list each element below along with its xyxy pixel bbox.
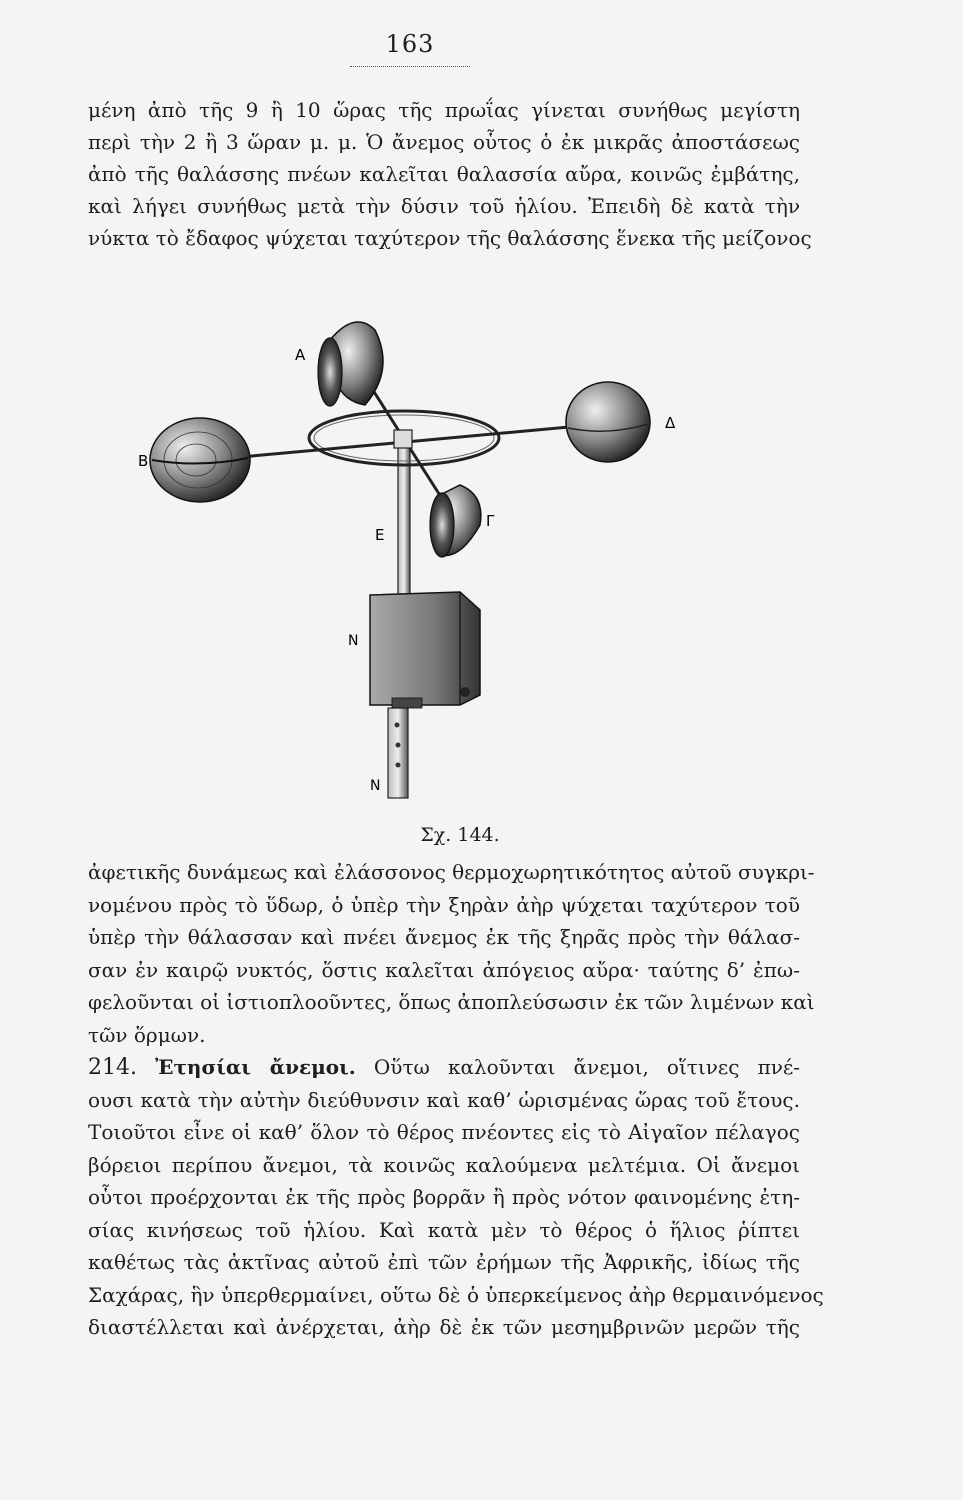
text-line: φελοῦνται οἱ ἱστιοπλοοῦντες, ὅπως ἀποπλεύσωσιν ἐκ τῶν λιμένων καὶ: [88, 990, 815, 1014]
text-line: νομένου πρὸς τὸ ὕδωρ, ὁ ὑπὲρ τὴν ξηρὰν ἀὴρ ψύχεται ταχύτερον τοῦ: [88, 892, 800, 917]
anemometer-figure: [130, 300, 730, 810]
text-line: οὗτοι προέρχονται ἐκ τῆς πρὸς βορρᾶν ἢ πρὸς νότον φαινομένης ἐτη-: [88, 1185, 800, 1209]
section-title: Ἐτησίαι ἄνεμοι.: [155, 1055, 356, 1079]
figure-caption: Σχ. 144.: [420, 824, 500, 846]
text-line: σαν ἐν καιρῷ νυκτός, ὅστις καλεῖται ἀπόγειος αὔρα· ταύτης δ’ ἐπω-: [88, 957, 800, 982]
text-line: ἀπὸ τῆς θαλάσσης πνέων καλεῖται θαλασσία αὔρα, κοινῶς ἐμβάτης,: [88, 162, 800, 186]
paragraph-top: [88, 94, 812, 254]
text-line: σίας κινήσεως τοῦ ἡλίου. Καὶ κατὰ μὲν τὸ θέρος ὁ ἥλιος ῥίπτει: [88, 1217, 800, 1242]
text-line: Σαχάρας, ἣν ὑπερθερμαίνει, οὕτω δὲ ὁ ὑπερκείμενος ἀὴρ θερμαινόμενος: [88, 1282, 824, 1307]
label-e: Ε: [375, 526, 385, 544]
label-d: Δ: [665, 414, 676, 432]
text-line: ὑπὲρ τὴν θάλασσαν καὶ πνέει ἄνεμος ἐκ τῆς ξηρᾶς πρὸς τὴν θάλασ-: [88, 925, 800, 949]
section-number: 214.: [88, 1055, 137, 1080]
cup-b: [150, 418, 250, 502]
text-line: μένη ἀπὸ τῆς 9 ἢ 10 ὥρας τῆς πρωΐας γίνεται συνήθως μεγίστη: [88, 98, 800, 122]
header-rule: [350, 66, 470, 67]
label-n2: Ν: [370, 778, 381, 794]
text-line: καὶ λήγει συνήθως μετὰ τὴν δύσιν τοῦ ἡλίου. Ἐπειδὴ δὲ κατὰ τὴν: [88, 194, 800, 218]
cup-g: [430, 485, 481, 557]
text-line: ἀφετικῆς δυνάμεως καὶ ἐλάσσονος θερμοχωρητικότητος αὐτοῦ συγκρι-: [88, 860, 815, 884]
text-line: ουσι κατὰ τὴν αὐτὴν διεύθυνσιν καὶ καθ’ ὡρισμένας ὥρας τοῦ ἔτους.: [88, 1087, 800, 1112]
text-line: καθέτως τὰς ἀκτῖνας αὐτοῦ ἐπὶ τῶν ἐρήμων τῆς Ἀφρικῆς, ἰδίως τῆς: [88, 1250, 800, 1274]
section-heading-line: [88, 1051, 800, 1084]
section-first-line: Οὕτω καλοῦνται ἄνεμοι, οἵτινες πνέ-: [373, 1055, 800, 1079]
text-line: Τοιοῦτοι εἶνε οἱ καθ’ ὅλον τὸ θέρος πνέοντες εἰς τὸ Αἰγαῖον πέλαγος: [88, 1120, 800, 1144]
cup-d: [566, 382, 650, 462]
paragraph-bottom: [88, 856, 824, 1344]
mechanism-box: [370, 592, 480, 708]
text-line: νύκτα τὸ ἔδαφος ψύχεται ταχύτερον τῆς θαλάσσης ἕνεκα τῆς μείζονος: [88, 226, 812, 250]
text-line: περὶ τὴν 2 ἢ 3 ὥραν μ. μ. Ὁ ἄνεμος οὗτος ὁ ἐκ μικρᾶς ἀποστάσεως: [88, 130, 800, 154]
page-number: 163: [385, 30, 435, 58]
label-g: Γ: [486, 512, 495, 530]
label-n1: Ν: [348, 633, 359, 649]
label-b: Β: [138, 452, 149, 470]
text-line: τῶν ὅρμων.: [88, 1022, 206, 1047]
label-a: Α: [295, 346, 306, 364]
text-line: βόρειοι περίπου ἄνεμοι, τὰ κοινῶς καλούμενα μελτέμια. Οἱ ἄνεμοι: [88, 1152, 800, 1177]
text-line: διαστέλλεται καὶ ἀνέρχεται, ἀὴρ δὲ ἐκ τῶν μεσημβρινῶν μερῶν τῆς: [88, 1315, 800, 1339]
cup-a: [318, 322, 383, 406]
